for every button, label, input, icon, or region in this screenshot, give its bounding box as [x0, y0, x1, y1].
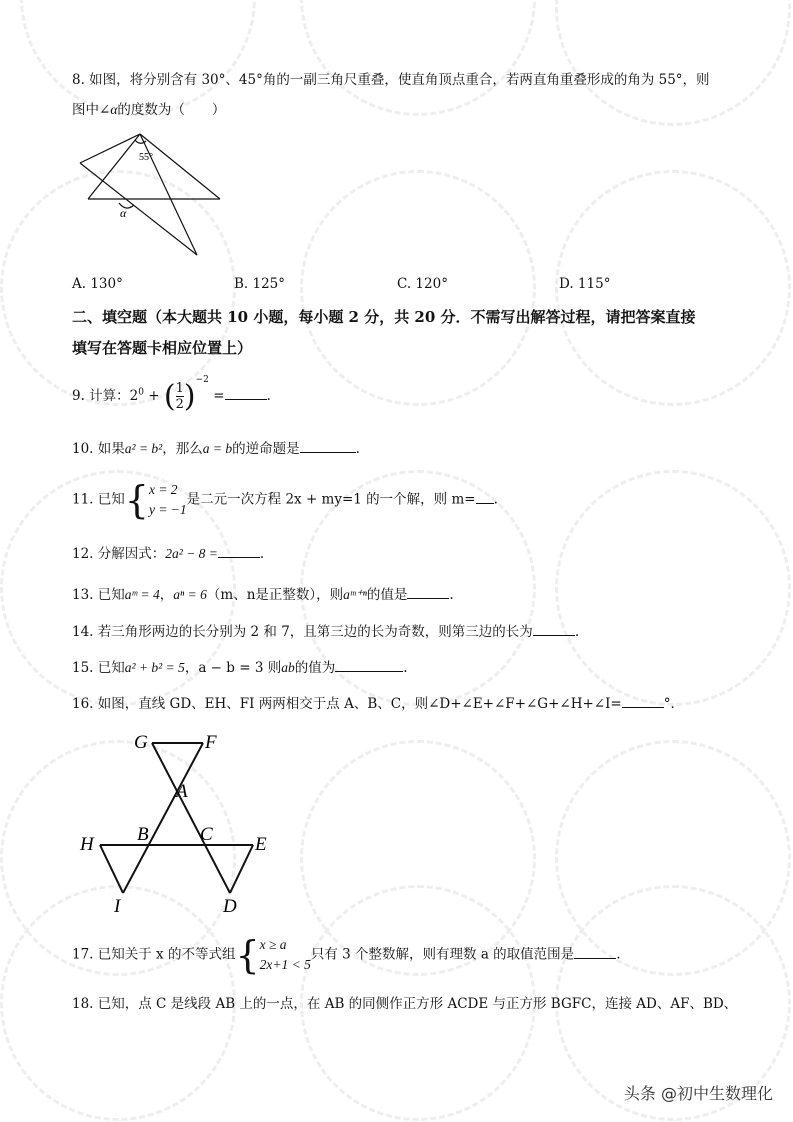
q15-text: 的值为 — [294, 660, 336, 676]
q8-option-c: C. 120° — [397, 276, 448, 292]
watermark-circle — [555, 0, 791, 126]
point-label-i: I — [114, 896, 121, 917]
point-label-g: G — [134, 732, 148, 753]
q9-eq: = — [208, 388, 225, 404]
q15-end: . — [403, 660, 408, 676]
q17-system: { x ≥ a 2x+1 < 5 — [235, 933, 311, 977]
q9-exponent-neg: −2 — [195, 375, 209, 385]
section-2-heading-cont: 填写在答题卡相应位置上） — [72, 339, 253, 357]
q9-text: 9. 计算：2 — [72, 388, 139, 404]
watermark-circle — [300, 0, 536, 116]
q13-answer-blank[interactable] — [407, 586, 449, 599]
q17-text: 只有 3 个整数解，则有理数 a 的取值范围是 — [310, 946, 575, 963]
q13-expr: aᵐ⁺ⁿ — [343, 587, 367, 602]
q10-expr: a = b — [202, 441, 233, 456]
q10-text: 的逆命题是 — [232, 441, 300, 457]
q10-answer-blank[interactable] — [300, 440, 356, 453]
q15-expr: ab — [281, 660, 295, 675]
q11-text: 是二元一次方程 2x + my=1 的一个解，则 m= — [186, 491, 476, 508]
q9: 9. 计算：$2^0$ + ( $\frac{1}{2}$ )$^{-2}$ = . — [72, 375, 271, 414]
q10-text: ，那么 — [162, 441, 203, 457]
point-label-e: E — [255, 834, 267, 855]
q16-answer-blank[interactable] — [622, 695, 664, 708]
q8-text: 图中∠ — [72, 102, 111, 118]
q10-end: . — [355, 441, 360, 457]
q18: 18. 已知，点 C 是线段 AB 上的一点，在 AB 的同侧作正方形 ACDE 与正方形 BGFC，连接 AD、AF、BD、 — [72, 996, 738, 1012]
point-label-c: C — [200, 824, 213, 845]
q11-end: . — [493, 491, 498, 508]
q13-text: ， — [159, 587, 174, 603]
q12-end: . — [259, 546, 265, 562]
q12-expr: 2a² − 8 = — [165, 546, 218, 561]
q8-alpha-label: α — [120, 206, 127, 220]
q17-text: 17. 已知关于 x 的不等式组 — [72, 946, 236, 963]
q14-text: 14. 若三角形两边的长分别为 2 和 7，且第三边的长为奇数，则第三边的长为 — [72, 624, 533, 640]
point-label-h: H — [80, 834, 94, 855]
point-label-d: D — [223, 896, 237, 917]
q8-angle-label: 55° — [139, 152, 153, 163]
q9-numerator: 1 — [175, 381, 184, 396]
q8-option-b: B. 125° — [234, 276, 286, 292]
q8-alpha: α — [110, 102, 118, 117]
q9-plus: + — [144, 388, 164, 404]
q17-answer-blank[interactable] — [574, 946, 616, 959]
q15-answer-blank[interactable] — [335, 659, 403, 672]
point-label-a: A — [176, 781, 188, 802]
watermark-circle — [555, 470, 791, 706]
q17 — [72, 935, 620, 975]
point-label-b: B — [137, 824, 149, 845]
q13-end: . — [449, 587, 454, 603]
q13-text: （m、n是正整数），则 — [206, 587, 344, 603]
q11-row1: x = 2 — [148, 482, 178, 497]
q17-end: . — [616, 946, 621, 963]
q15-text: 15. 已知 — [72, 660, 125, 676]
footer-watermark-credit: 头条 @初中生数理化 — [623, 1084, 773, 1103]
q12-text: 12. 分解因式： — [72, 546, 166, 562]
q11-system: { x = 2 y = −1 — [124, 478, 187, 522]
q15-expr: a² + b² = 5 — [124, 660, 185, 675]
q8-line1: 8. 如图，将分别含有 30°、45°角的一副三角尺重叠，使直角顶点重合，若两直角重叠形成的角为 55°，则 — [72, 72, 710, 88]
q11-row2: y = −1 — [148, 502, 187, 517]
section-2-heading: 二、填空题（本大题共 10 小题，每小题 2 分，共 20 分．不需写出解答过程，请把答案直接 — [72, 308, 696, 326]
q15-text: ，a − b = 3 则 — [184, 660, 282, 676]
q10-expr: a² = b² — [124, 441, 163, 456]
q17-row1: x ≥ a — [259, 937, 287, 952]
q11-answer-blank[interactable] — [476, 491, 494, 504]
point-label-f: F — [205, 732, 217, 753]
q16-lines-figure — [0, 0, 300, 930]
q8-option-d: D. 115° — [559, 276, 611, 292]
q16-end: °． — [663, 696, 684, 712]
q8-text: 的度数为（ ） — [117, 102, 226, 118]
q13-text: 的值是 — [366, 587, 408, 603]
q14-answer-blank[interactable] — [533, 623, 575, 636]
q14-end: . — [574, 624, 580, 640]
q8-option-a: A. 130° — [72, 276, 123, 292]
q13-expr: aᵐ = 4 — [124, 587, 160, 602]
q13-expr: aⁿ = 6 — [173, 587, 207, 602]
q17-row2: 2x+1 < 5 — [259, 957, 311, 972]
q9-exponent: 0 — [138, 387, 144, 398]
q16-text: 16. 如图，直线 GD、EH、FI 两两相交于点 A、B、C，则∠D+∠E+∠F+∠G+∠H+∠I= — [72, 696, 622, 712]
q10-text: 10. 如果 — [72, 441, 125, 457]
q11-text: 11. 已知 — [72, 491, 125, 508]
q9-end: . — [266, 388, 271, 404]
q13-text: 13. 已知 — [72, 587, 125, 603]
q9-denominator: 2 — [175, 397, 184, 412]
